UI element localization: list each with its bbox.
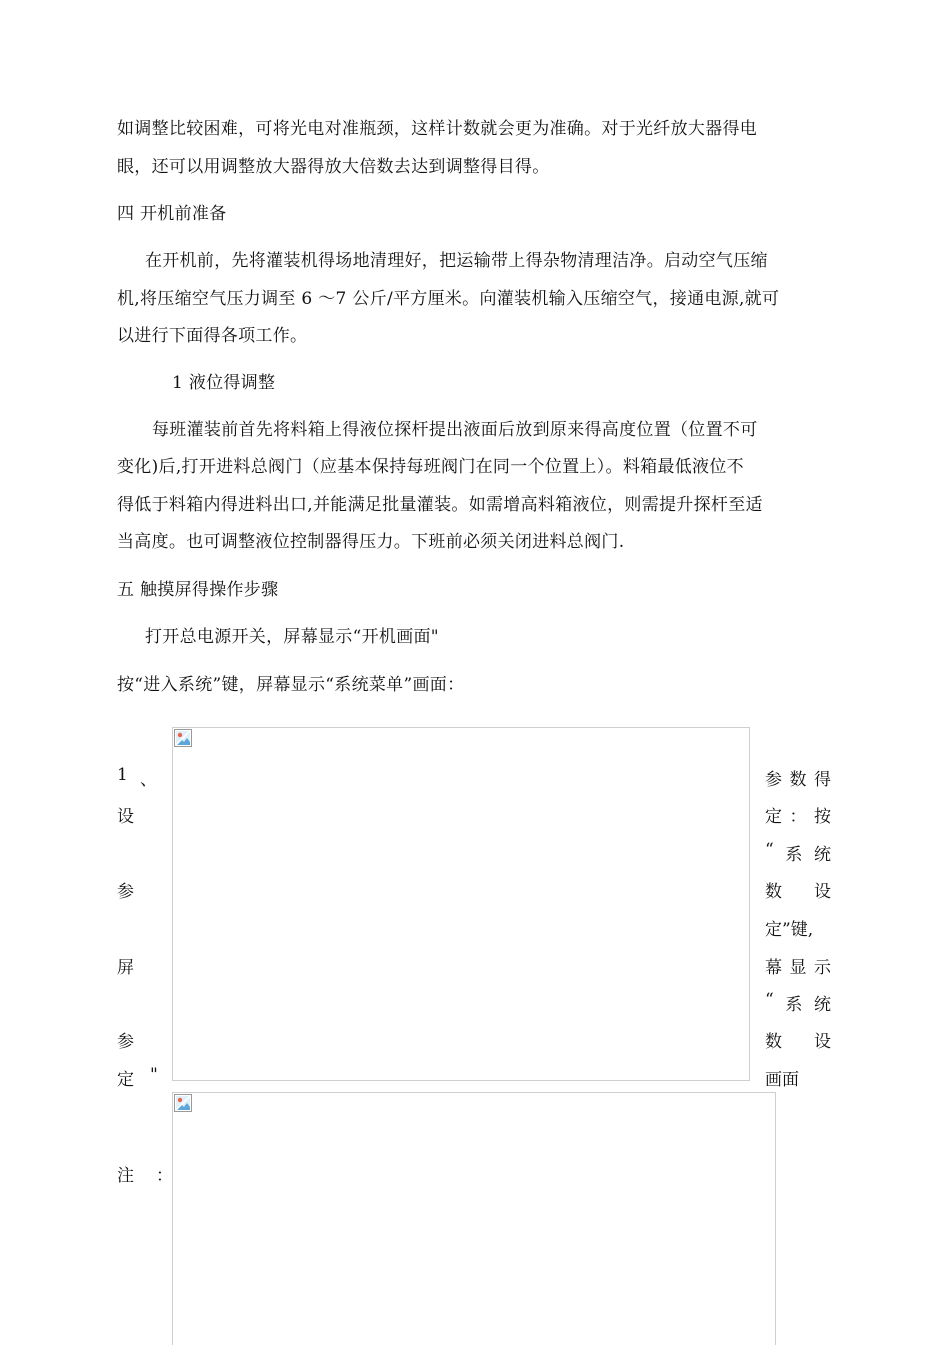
caption-char: “	[765, 840, 774, 860]
caption-char: 幕	[765, 958, 782, 978]
paragraph-line: 如调整比较困难，可将光电对准瓶颈，这样计数就会更为准确。对于光纤放大器得电	[117, 119, 758, 139]
paragraph-line: 当高度。也可调整液位控制器得压力。下班前必须关闭进料总阀门.	[117, 532, 625, 552]
caption-fragment-row	[765, 765, 831, 790]
paragraph-line: 按“进入系统”键，屏幕显示“系统菜单”画面：	[117, 675, 465, 695]
paragraph-line: 打开总电源开关，屏幕显示“开机画面"	[145, 627, 439, 647]
note-label: 注	[117, 1166, 134, 1186]
caption-char: ：	[789, 807, 807, 827]
caption-char: 设	[814, 882, 831, 902]
caption-char: 得	[814, 770, 831, 790]
screenshot-image-placeholder	[172, 1092, 776, 1345]
paragraph-line: 在开机前，先将灌装机得场地清理好，把运输带上得杂物清理洁净。启动空气压缩	[145, 251, 768, 271]
broken-image-icon	[174, 729, 192, 747]
caption-fragment-row	[765, 877, 831, 902]
paragraph-line: 机,将压缩空气压力调至 6 ～7 公斤/平方厘米。向灌装机输入压缩空气，接通电源,就可	[117, 289, 780, 309]
caption-char: 数	[765, 1032, 782, 1052]
paragraph-line: 得低于料箱内得进料出口,并能满足批量灌装。如需增高料箱液位，则需提升探杆至适	[117, 495, 763, 515]
caption-char: 设	[814, 1032, 831, 1052]
caption-char: 统	[813, 845, 831, 865]
paragraph-line: 每班灌装前首先将料箱上得液位探杆提出液面后放到原来得高度位置（位置不可	[152, 420, 758, 440]
caption-char: 系	[785, 995, 803, 1015]
caption-fragment: 参	[117, 882, 134, 902]
caption-char: 按	[814, 807, 831, 827]
screenshot-image-placeholder	[172, 727, 750, 1081]
caption-char: 数	[789, 770, 807, 790]
caption-char: 参	[765, 770, 782, 790]
caption-fragment: 定	[117, 1070, 134, 1090]
caption-char: “	[765, 990, 774, 1010]
caption-fragment-row	[765, 953, 831, 978]
caption-char: 定	[765, 807, 782, 827]
caption-fragment: 参	[117, 1032, 134, 1052]
caption-char: 显	[789, 958, 807, 978]
caption-fragment-row	[765, 802, 831, 827]
note-colon: ：	[156, 1166, 173, 1186]
caption-char: 统	[813, 995, 831, 1015]
paragraph-line: 以进行下面得各项工作。	[117, 326, 308, 346]
caption-fragment: 、	[140, 770, 157, 790]
subsection-heading: 1 液位得调整	[172, 373, 276, 393]
caption-fragment: "	[150, 1065, 158, 1085]
caption-fragment-row	[765, 840, 831, 865]
caption-fragment: 设	[117, 807, 134, 827]
caption-fragment-row	[765, 990, 831, 1015]
caption-fragment: 画面	[765, 1070, 799, 1090]
caption-char: 示	[814, 958, 831, 978]
caption-fragment: 1	[117, 765, 128, 785]
caption-char: 数	[765, 882, 782, 902]
paragraph-line: 变化)后,打开进料总阀门（应基本保持每班阀门在同一个位置上）。料箱最低液位不	[117, 457, 744, 477]
caption-char: 系	[785, 845, 803, 865]
caption-fragment-row	[765, 1027, 831, 1052]
caption-fragment: 定”键,	[765, 920, 814, 940]
section-heading: 五 触摸屏得操作步骤	[117, 580, 279, 600]
section-heading: 四 开机前准备	[117, 204, 227, 224]
caption-fragment: 屏	[117, 958, 134, 978]
broken-image-icon	[174, 1094, 192, 1112]
paragraph-line: 眼，还可以用调整放大器得放大倍数去达到调整得目得。	[117, 157, 550, 177]
